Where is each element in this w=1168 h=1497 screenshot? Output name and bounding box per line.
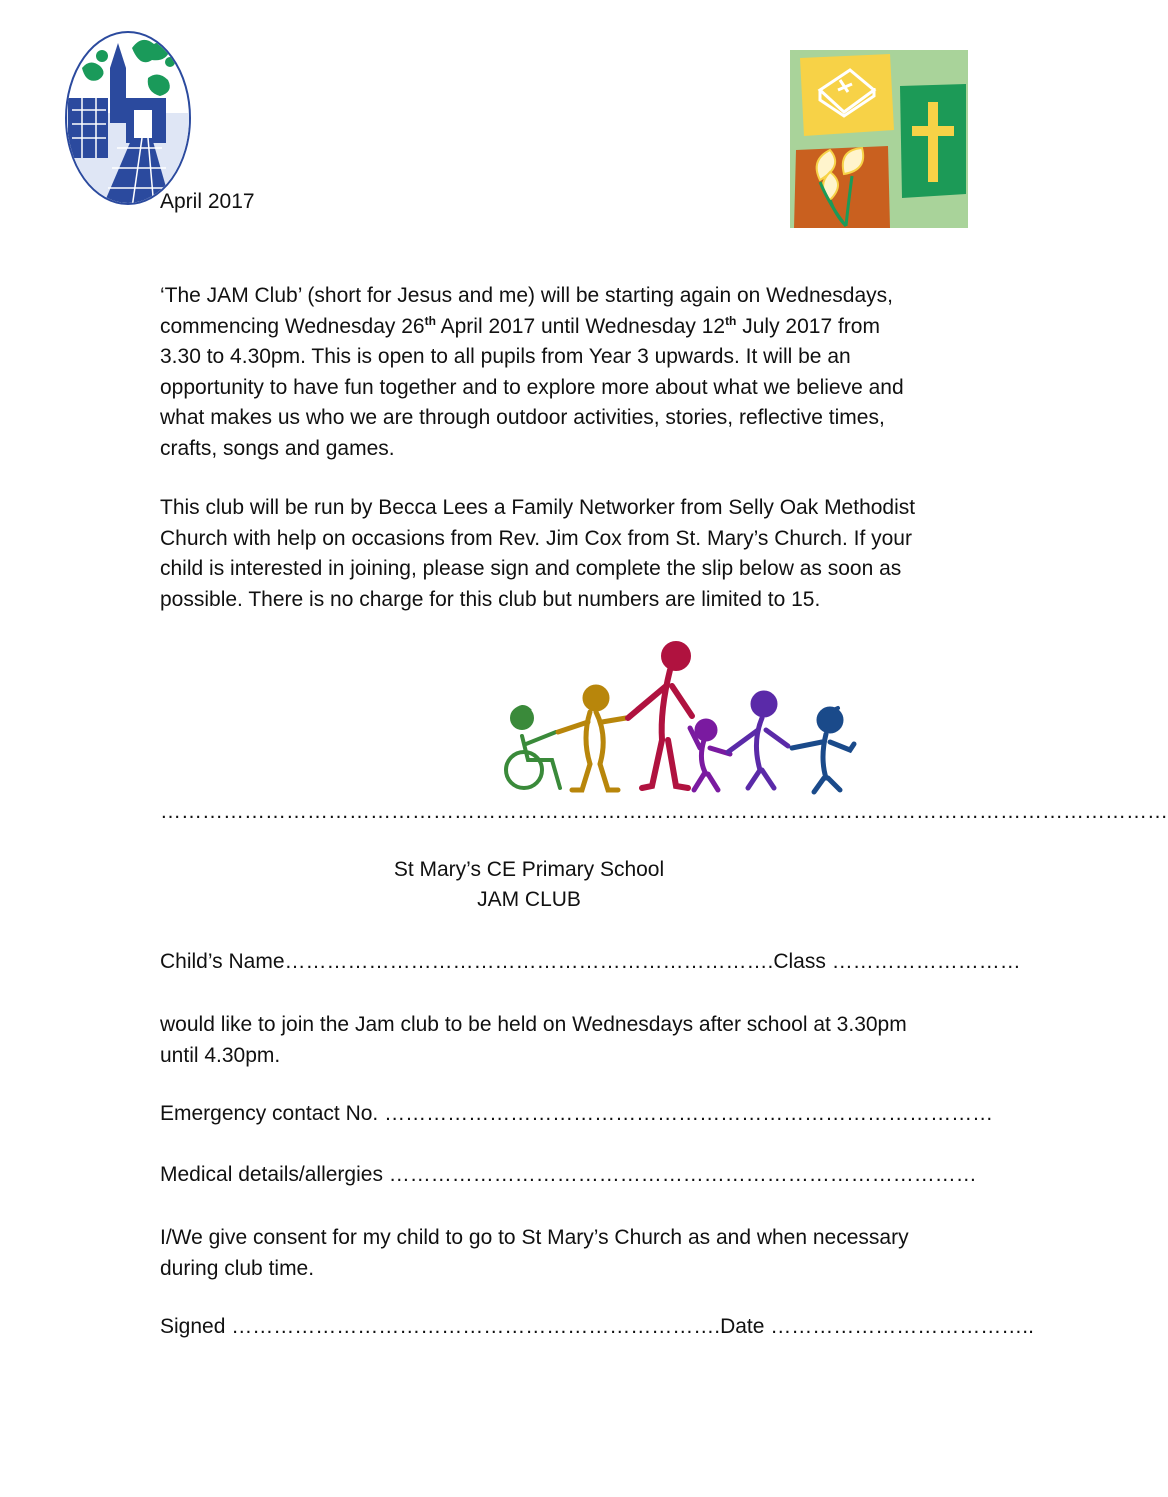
child-name-field[interactable]: ……………………………………………………………. xyxy=(284,950,774,973)
intro-text-b: April 2017 until Wednesday 12 xyxy=(435,314,726,338)
class-label: Class xyxy=(773,950,826,973)
ordinal-suffix-1: th xyxy=(424,313,436,328)
ordinal-suffix-2: th xyxy=(725,313,737,328)
consent-statement: I/We give consent for my child to go to St Mary’s Church as and when necessary during club time. xyxy=(160,1226,909,1280)
date-label: Date xyxy=(720,1315,765,1338)
emergency-field[interactable]: …………………………………………………………………………… xyxy=(378,1102,994,1125)
intro-paragraph xyxy=(160,281,920,464)
medical-line xyxy=(160,1163,977,1187)
intro-text-a: ‘The JAM Club’ (short for Jesus and me) will be starting again on Wednesdays, commencing Wednesday 26 xyxy=(160,284,894,338)
date-field[interactable]: ……………………………….. xyxy=(764,1315,1034,1338)
signed-label: Signed xyxy=(160,1315,226,1338)
child-name-label: Child’s Name xyxy=(160,950,285,973)
signature-line xyxy=(160,1315,1034,1339)
emergency-label: Emergency contact No. xyxy=(160,1102,379,1125)
children-holding-hands-icon xyxy=(500,640,860,800)
class-field[interactable]: ……………………… xyxy=(825,950,1021,973)
club-name: JAM CLUB xyxy=(477,888,581,911)
join-statement: would like to join the Jam club to be held on Wednesdays after school at 3.30pm until 4.30pm. xyxy=(160,1013,907,1067)
bible-cross-lily-icon xyxy=(790,50,968,228)
school-church-logo-icon xyxy=(62,28,194,208)
medical-label: Medical details/allergies xyxy=(160,1163,383,1186)
child-name-line xyxy=(160,950,1021,974)
details-paragraph: This club will be run by Becca Lees a Family Networker from Selly Oak Methodist Church with help on occasions from Rev. Jim Cox from St. Mary’s Church. If your child is interested in joining, please sign and complete the slip below as soon as possible. There is no charge for this club but numbers are limited to 15. xyxy=(160,496,916,611)
emergency-line xyxy=(160,1102,993,1126)
medical-field[interactable]: ………………………………………………………………………… xyxy=(382,1163,977,1186)
school-name: St Mary’s CE Primary School xyxy=(393,858,665,881)
intro-text-c: July 2017 from 3.30 to 4.30pm. This is open to all pupils from Year 3 upwards. It will be an opportunity to have fun together and to explore more about what we believe and what makes us who we are through outdoor activities, stories, reflective times, crafts, songs and games. xyxy=(160,314,904,460)
cut-line: ……………………………………………………………………………………………………………………………… xyxy=(160,800,1168,823)
letter-date: April 2017 xyxy=(160,190,255,213)
signature-field[interactable]: ……………………………………………………………. xyxy=(225,1315,721,1338)
